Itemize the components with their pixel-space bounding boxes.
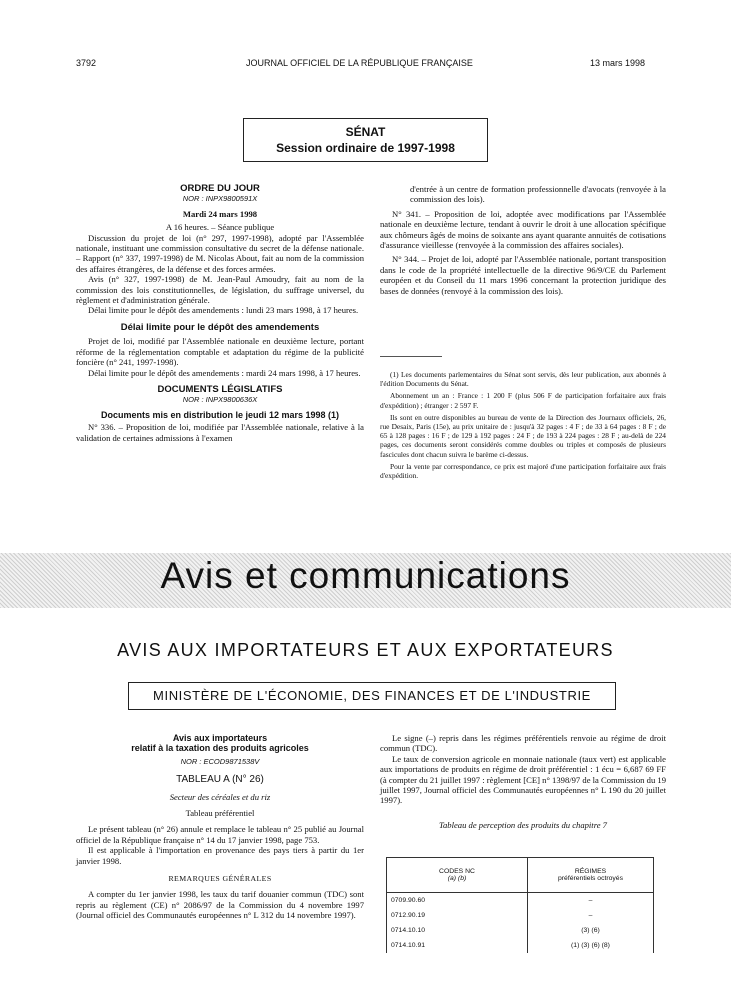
regimes-header: RÉGIMES préférentiels octroyés <box>528 858 654 893</box>
documents-nor: NOR : INPX9800636X <box>182 395 258 405</box>
session-title: Session ordinaire de 1997-1998 <box>276 141 455 155</box>
seance-line: A 16 heures. – Séance publique <box>165 222 275 233</box>
remarques-title: REMARQUES GÉNÉRALES <box>168 874 272 884</box>
code-cell: 0709.90.60 <box>387 893 528 909</box>
paragraph: Le présent tableau (n° 26) annule et remplace le tableau n° 25 publié au Journal officiel de la République française n° 14 du 17 janvier 1998, page 753. <box>76 824 364 845</box>
paragraph: d'entrée à un centre de formation professionnelle d'avocats (renvoyée à la commission des lois). <box>410 184 666 205</box>
regime-cell: (3) (6) <box>528 923 654 938</box>
code-cell: 0712.90.19 <box>387 908 528 923</box>
paragraph: Délai limite pour le dépôt des amendements : lundi 23 mars 1998, à 17 heures. <box>88 305 359 316</box>
documents-subtitle: Documents mis en distribution le jeudi 12 mars 1998 (1) <box>100 409 340 420</box>
paragraph: N° 344. – Projet de loi, adopté par l'Assemblée nationale, portant transposition dans le code de la propriété intellectuelle de la directive 96/9/CE du Parlement européen et du Conseil du 11 mars 1996 concernant la protection juridique des bases de données (renvoyé à la commission des lois). <box>380 254 666 296</box>
footnote-divider <box>380 356 442 357</box>
ordre-du-jour-title: ORDRE DU JOUR <box>180 183 260 194</box>
paragraph: Projet de loi, modifié par l'Assemblée nationale en deuxième lecture, portant réforme de la réglementation comptable et adaptation du régime de la publicité foncière (n° 241, 1997-1998). <box>76 336 364 368</box>
paragraph: N° 336. – Proposition de loi, modifiée par l'Assemblée nationale, relative à la validation de certaines admissions à l'examen <box>76 422 364 443</box>
codes-nc-header: CODES NC (a) (b) <box>387 858 528 893</box>
senat-box <box>243 118 488 162</box>
table-row <box>387 908 654 923</box>
ordre-nor: NOR : INPX9800591X <box>182 194 258 204</box>
footnote: (1) Les documents parlementaires du Sénat sont servis, dès leur publication, aux abonnés à l'édition Documents du Sénat. <box>380 370 666 389</box>
tableau-title: TABLEAU A (N° 26) <box>176 774 264 786</box>
paragraph: Le taux de conversion agricole en monnaie nationale (taux vert) est applicable aux importations de produits en régime de droit préférentiel : 1 écu = 6,687 69 FF (à compter du 21 juillet 1997 : règlement [CE] n° 1398/97 de la Commission du 19 juillet 1997, Journal officiel des Communautés européennes n° L 190 du 20 juillet 1997). <box>380 753 666 806</box>
documents-title: DOCUMENTS LÉGISLATIFS <box>157 383 283 395</box>
regime-cell: (1) (3) (6) (8) <box>528 938 654 953</box>
footnotes <box>380 370 666 483</box>
code-cell: 0714.10.10 <box>387 923 528 938</box>
avis-title: Avis aux importateurs <box>172 733 268 743</box>
date-heading: Mardi 24 mars 1998 <box>182 208 258 219</box>
right-column <box>380 184 666 296</box>
paragraph: N° 341. – Proposition de loi, adoptée avec modifications par l'Assemblée nationale en deuxième lecture, tendant à ouvrir le droit à une allocation spécifique aux chômeurs âgés de moins de soixante ans ayant quarante annuités de cotisations d'assurance vieillesse (renvoyée à la commission des affaires sociales). <box>380 208 666 251</box>
delai-title: Délai limite pour le dépôt des amendements <box>120 321 320 333</box>
footnote: Abonnement un an : France : 1 200 F (plus 506 F de participation forfaitaire aux frais d'expédition) ; étranger : 2 597 F. <box>380 391 666 410</box>
table-caption: Tableau de perception des produits du chapitre 7 <box>439 819 607 830</box>
avis-nor: NOR : ECOD9871538V <box>180 756 260 766</box>
table-row <box>387 938 654 953</box>
regime-cell: – <box>528 908 654 923</box>
footnote: Ils sont en outre disponibles au bureau de vente de la Direction des Journaux officiels, 26, rue Desaix, Paris (15e), au prix unitaire de : jusqu'à 32 pages : 4 F ; de 33 à 64 pages : 8 F ; de 65 à 128 pages : 16 F ; de 129 à 192 pages : 24 F ; de 193 à 224 pages : 28 F ; au-delà de 224 pages, ces documents seront considérés comme doubles ou triples et composés de plusieurs fascicules dont chacun suivra le barème ci-dessus. <box>380 412 666 459</box>
avis-heading: AVIS AUX IMPORTATEURS ET AUX EXPORTATEURS <box>117 640 614 660</box>
avis-subtitle: relatif à la taxation des produits agricoles <box>131 743 309 754</box>
tarif-table <box>386 857 654 953</box>
regime-cell: – <box>528 893 654 909</box>
bottom-right-column <box>380 733 666 830</box>
paragraph: Délai limite pour le dépôt des amendements : mardi 24 mars 1998, à 17 heures. <box>88 367 361 378</box>
secteur-line: Secteur des céréales et du riz <box>169 791 271 802</box>
section-banner-title: Avis et communications <box>160 555 571 596</box>
code-cell: 0714.10.91 <box>387 938 528 953</box>
journal-title: JOURNAL OFFICIEL DE LA RÉPUBLIQUE FRANÇAISE <box>246 58 473 68</box>
issue-date: 13 mars 1998 <box>590 58 646 68</box>
page-number: 3792 <box>76 58 97 68</box>
paragraph: Le signe (–) repris dans les régimes préférentiels renvoie au régime de droit commun (TDC). <box>380 733 666 754</box>
footnote: Pour la vente par correspondance, ce prix est majoré d'une participation forfaitaire aux frais d'expédition. <box>380 461 666 481</box>
left-column <box>76 184 364 443</box>
paragraph: A compter du 1er janvier 1998, les taux du tarif douanier commun (TDC) sont repris au règlement (CE) n° 2086/97 de la Commission du 4 novembre 1997 (Journal officiel des Communautés européennes n° L 312 du 14 novembre 1997). <box>76 889 364 921</box>
table-header-row <box>387 858 654 893</box>
bottom-left-column <box>76 733 364 921</box>
table-row <box>387 923 654 938</box>
paragraph: Avis (n° 327, 1997-1998) de M. Jean-Paul Amoudry, fait au nom de la commission des lois constitutionnelles, de législation, du suffrage universel, du règlement et d'administration générale. <box>76 274 364 306</box>
ministere-box: MINISTÈRE DE L'ÉCONOMIE, DES FINANCES ET DE L'INDUSTRIE <box>128 682 616 710</box>
paragraph: Discussion du projet de loi (n° 297, 1997-1998), adopté par l'Assemblée nationale, instituant une commission consultative du secret de la défense nationale. – Rapport (n° 337, 1997-1998) de M. Nicolas About, fait au nom de la commission des affaires étrangères, de la défense et des forces armées. <box>76 232 364 274</box>
senat-title: SÉNAT <box>345 125 386 139</box>
table-row <box>387 893 654 909</box>
paragraph: Il est applicable à l'importation en provenance des pays tiers à partir du 1er janvier 1998. <box>76 845 364 866</box>
preferentiel-line: Tableau préférentiel <box>185 808 255 819</box>
